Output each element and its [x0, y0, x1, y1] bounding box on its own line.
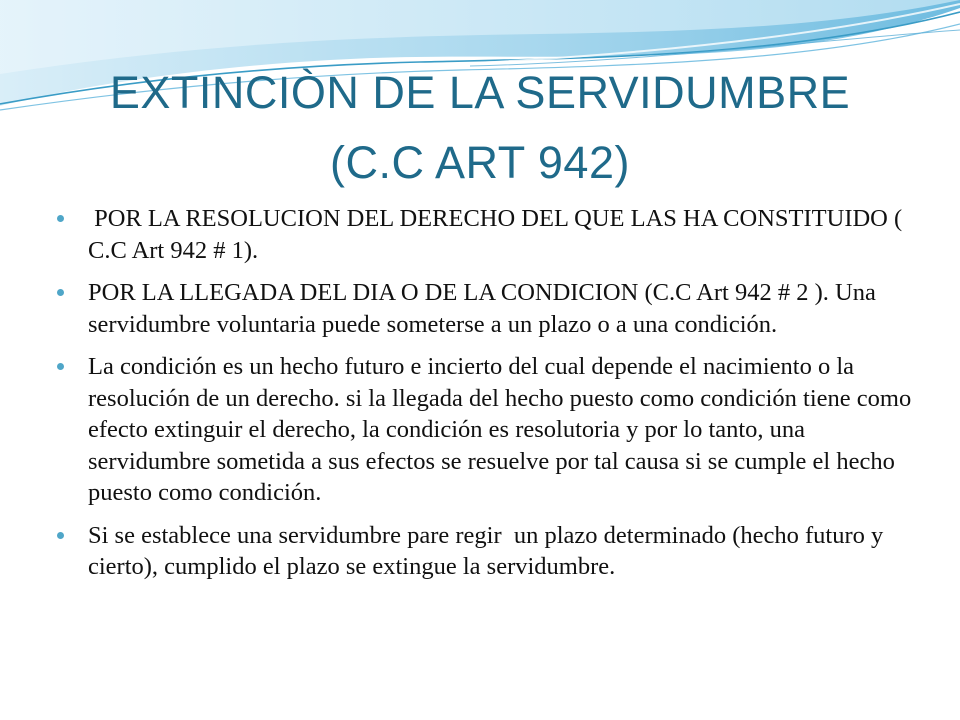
- bullet-list: [55, 203, 925, 594]
- bullet-dot-icon: [57, 532, 64, 539]
- bullet-text: Si se establece una servidumbre pare regir un plazo determinado (hecho futuro y cierto), cumplido el plazo se extingue la servidumbre.: [88, 521, 890, 580]
- bullet-dot-icon: [57, 215, 64, 222]
- slide-title-line2: (C.C ART 942): [330, 137, 630, 188]
- bullet-dot-icon: [57, 289, 64, 296]
- bullet-dot-icon: [57, 363, 64, 370]
- bullet-text: POR LA LLEGADA DEL DIA O DE LA CONDICION (C.C Art 942 # 2 ). Una servidumbre voluntaria puede someterse a un plazo o a una condición.: [88, 279, 876, 338]
- slide-title: [40, 58, 920, 198]
- bullet-text: POR LA RESOLUCION DEL DERECHO DEL QUE LAS HA CONSTITUIDO ( C.C Art 942 # 1).: [88, 205, 909, 264]
- bullet-item: [55, 351, 925, 509]
- slide-title-line1: EXTINCIÒN DE LA SERVIDUMBRE: [109, 67, 851, 118]
- bullet-item: [55, 520, 925, 583]
- bullet-item: [55, 277, 925, 340]
- bullet-item: [55, 203, 925, 266]
- bullet-text: La condición es un hecho futuro e incierto del cual depende el nacimiento o la resolución de un derecho. si la llegada del hecho puesto como condición tiene como efecto extinguir el derecho, la condición es resolutoria y por lo tanto, una servidumbre sometida a sus efectos se resuelve por tal causa si se cumple el hecho puesto como condición.: [88, 353, 912, 506]
